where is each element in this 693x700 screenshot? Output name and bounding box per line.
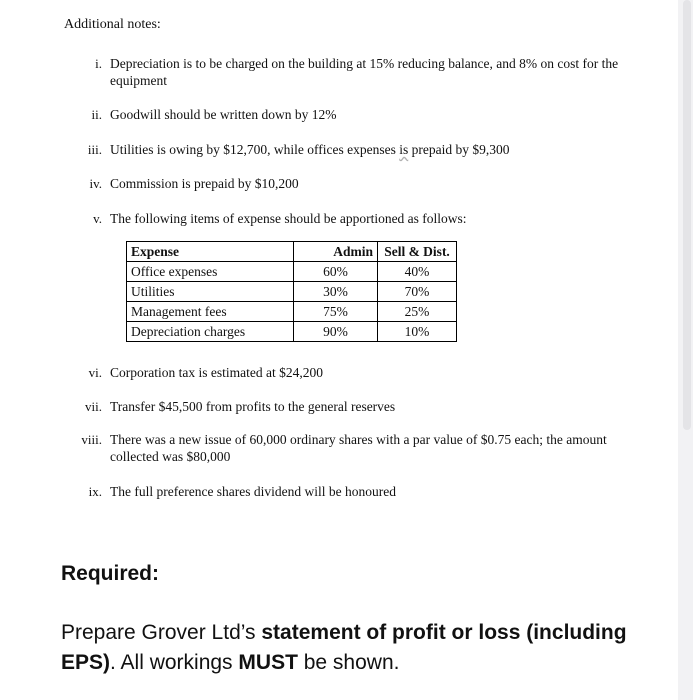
table-cell: 40%: [378, 262, 457, 282]
note-number: iii.: [87, 142, 102, 157]
note-number: vii.: [85, 399, 102, 414]
note-number: iv.: [89, 176, 102, 191]
note-text: There was a new issue of 60,000 ordinary shares with a par value of $0.75 each; the amount collected was $80,000: [110, 432, 607, 464]
note-text: Depreciation is to be charged on the building at 15% reducing balance, and 8% on cost for the equipment: [110, 56, 619, 88]
note-text: Commission is prepaid by $10,200: [110, 176, 299, 191]
scrollbar[interactable]: [683, 0, 691, 430]
table-cell: Utilities: [127, 282, 294, 302]
note-text: The full preference shares dividend will be honoured: [110, 484, 397, 499]
expense-apportionment-table: [126, 241, 457, 342]
instruction-text: [61, 618, 641, 678]
note-number: v.: [93, 211, 102, 226]
note-text: The following items of expense should be apportioned as follows:: [110, 211, 467, 226]
note-text: Goodwill should be written down by 12%: [110, 107, 337, 122]
table-header: Sell & Dist.: [378, 242, 457, 262]
table-header-row: [127, 242, 457, 262]
note-text-part: Utilities is owing by $12,700, while offices expenses: [110, 142, 400, 157]
note-number: vi.: [88, 365, 102, 380]
table-cell: Depreciation charges: [127, 322, 294, 342]
notes-title: Additional notes:: [64, 17, 161, 32]
table-cell: 25%: [378, 302, 457, 322]
table-row: [127, 302, 457, 322]
note-number: ix.: [88, 484, 102, 499]
table-cell: 90%: [294, 322, 378, 342]
table-header: Admin: [294, 242, 378, 262]
note-text-part: prepaid by $9,300: [408, 142, 510, 157]
table-cell: 60%: [294, 262, 378, 282]
table-cell: 70%: [378, 282, 457, 302]
instruction-part: be shown.: [297, 651, 400, 674]
note-number: viii.: [81, 432, 102, 447]
note-number: ii.: [91, 107, 102, 122]
table-cell: 10%: [378, 322, 457, 342]
table-row: [127, 282, 457, 302]
instruction-bold-part: MUST: [238, 651, 298, 674]
table-row: [127, 322, 457, 342]
table-row: [127, 262, 457, 282]
note-text: [110, 141, 650, 158]
table-cell: Management fees: [127, 302, 294, 322]
note-number: i.: [95, 56, 102, 71]
instruction-part: Prepare Grover Ltd’s: [61, 621, 262, 644]
note-text: Transfer $45,500 from profits to the general reserves: [110, 399, 396, 414]
spellcheck-underlined-word: is: [399, 142, 409, 157]
instruction-part: . All workings: [110, 651, 239, 674]
table-cell: 30%: [294, 282, 378, 302]
table-cell: 75%: [294, 302, 378, 322]
note-text: Corporation tax is estimated at $24,200: [110, 365, 323, 380]
instruction-bold-part: statement of profit or loss (including EPS): [61, 621, 627, 674]
required-heading: Required:: [61, 562, 160, 585]
table-header: Expense: [127, 242, 294, 262]
table-cell: Office expenses: [127, 262, 294, 282]
